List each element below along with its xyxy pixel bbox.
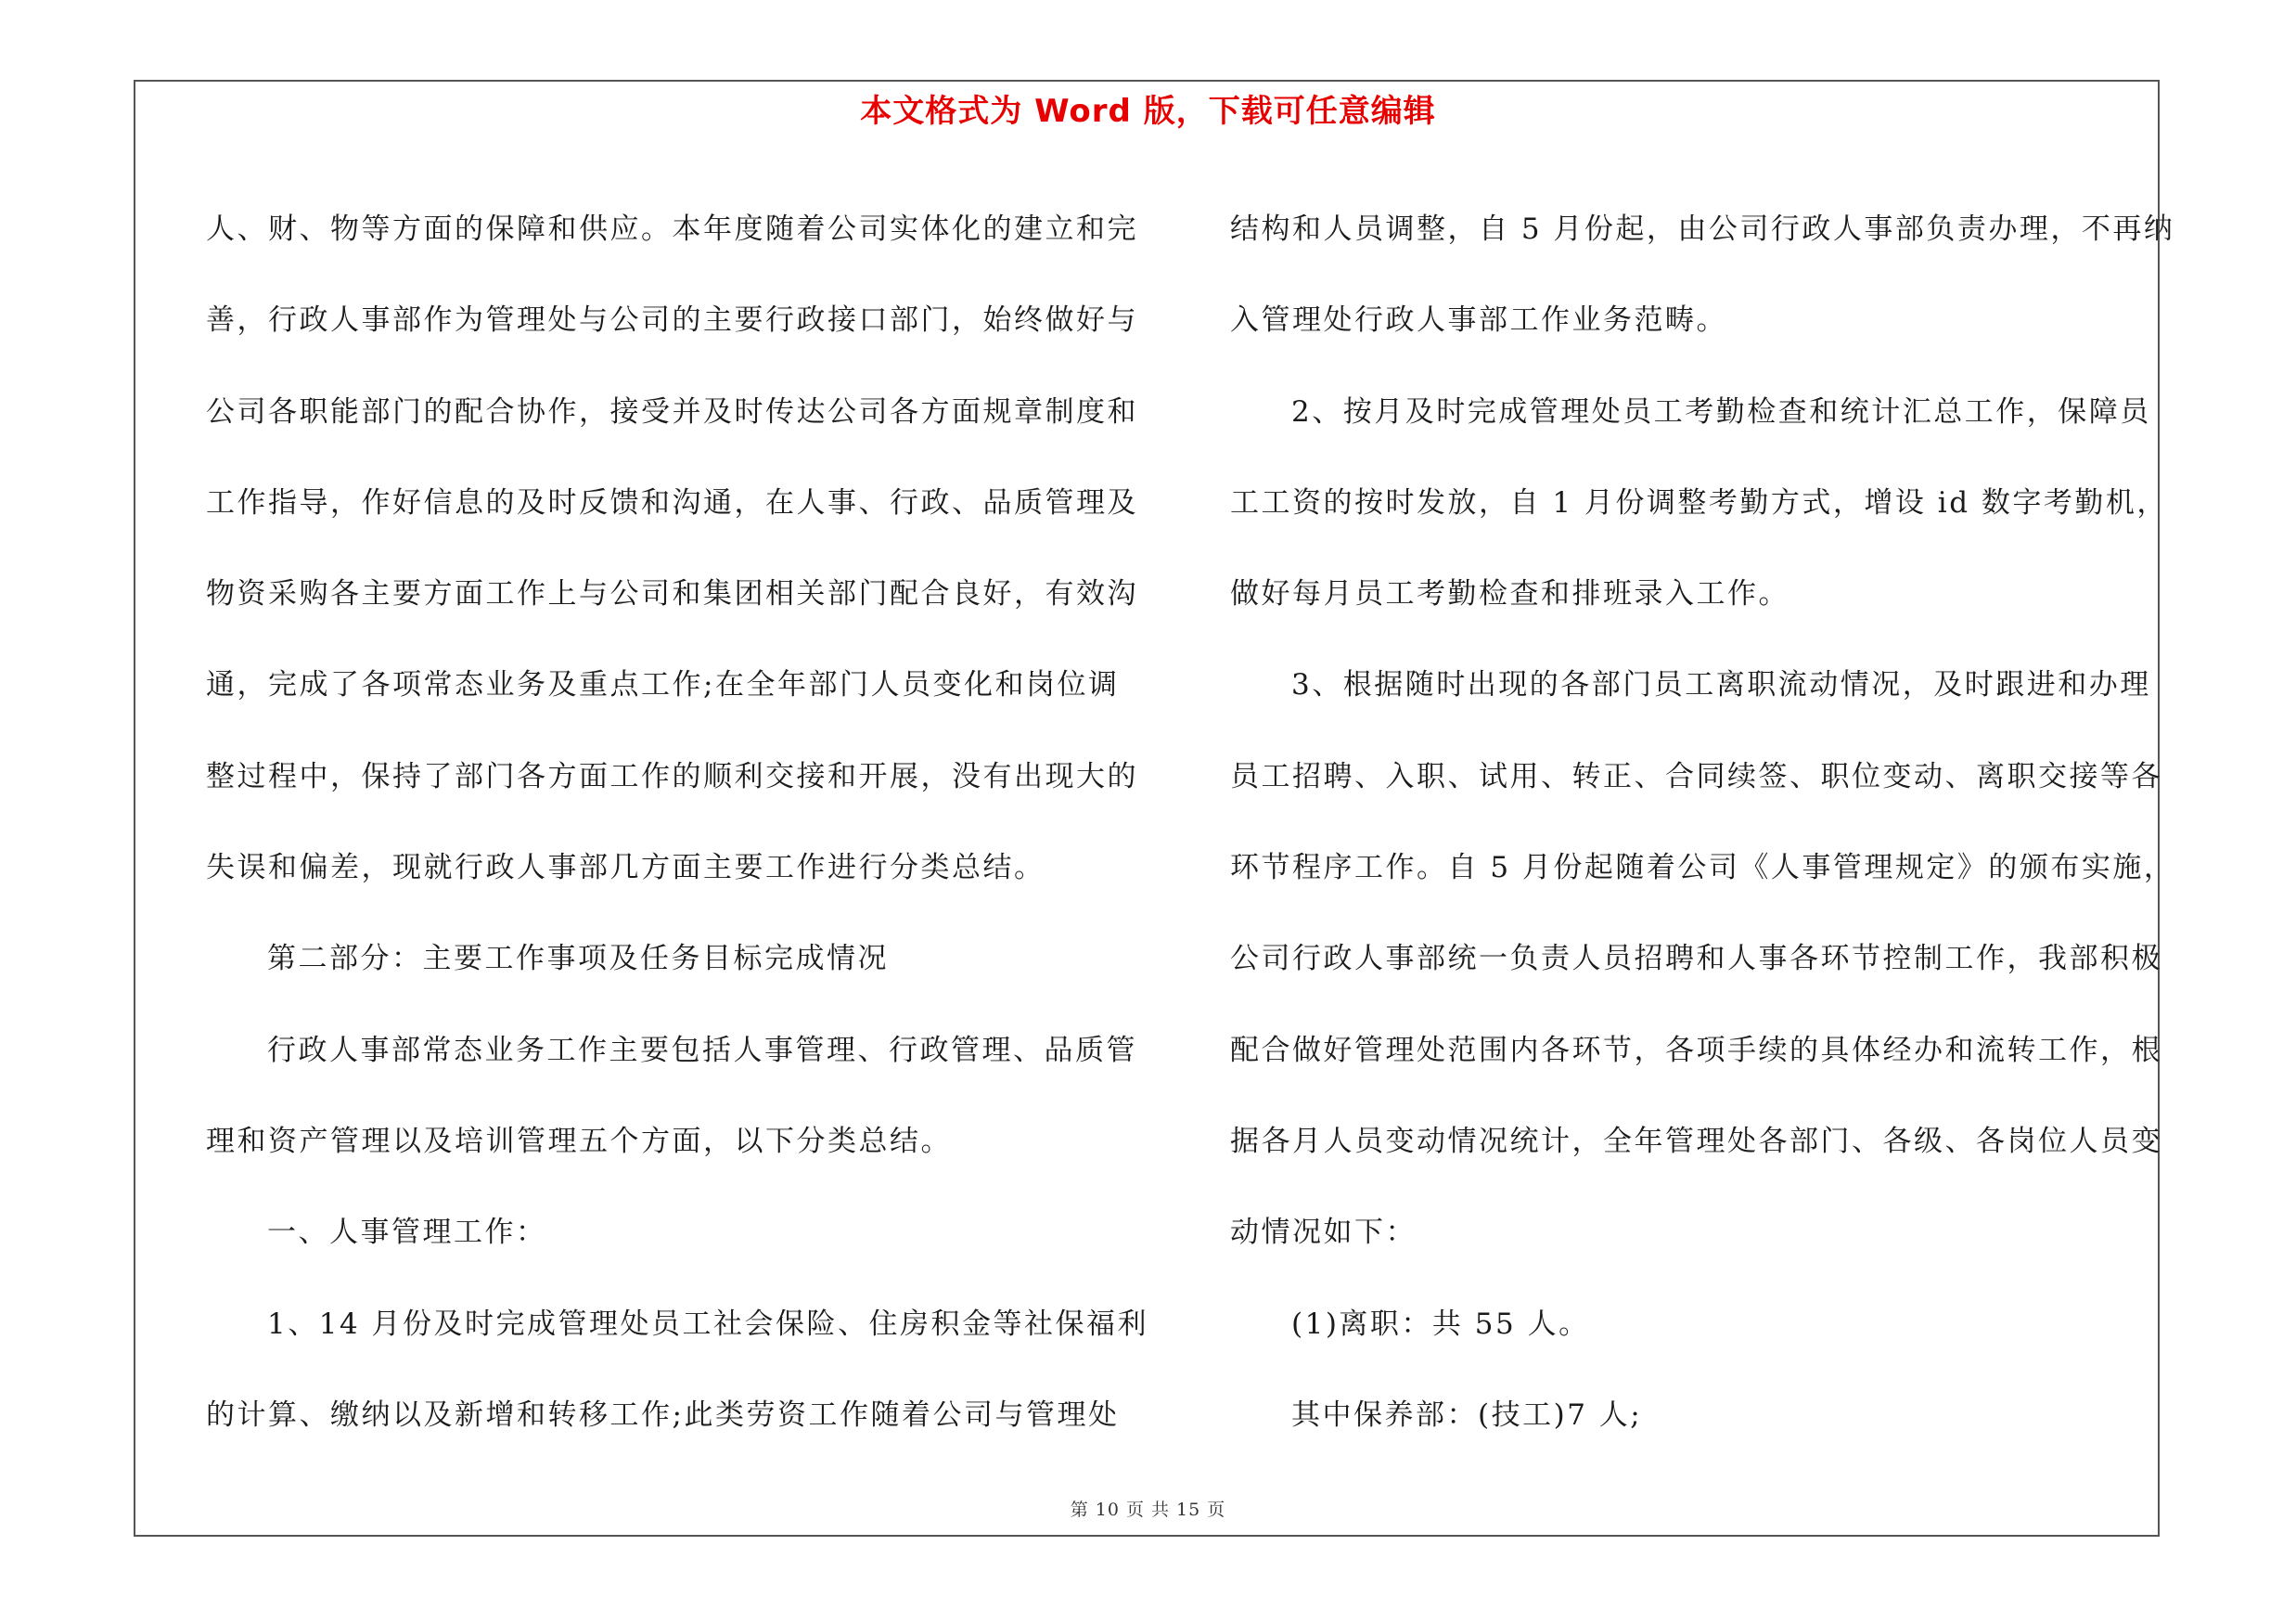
text-line: 其中保养部：(技工)7 人; [1291, 1398, 1643, 1432]
text-line: 行政人事部常态业务工作主要包括人事管理、行政管理、品质管 [267, 1033, 1137, 1067]
page-number: 第 10 页 共 15 页 [1070, 1500, 1226, 1520]
text-line: 3、根据随时出现的各部门员工离职流动情况，及时跟进和办理 [1291, 668, 2151, 702]
text-line: 入管理处行政人事部工作业务范畴。 [1230, 303, 1727, 338]
text-line: 通，完成了各项常态业务及重点工作;在全年部门人员变化和岗位调 [206, 668, 1120, 702]
text-line: 环节程序工作。自 5 月份起随着公司《人事管理规定》的颁布实施， [1230, 851, 2175, 885]
text-line: (1)离职：共 55 人。 [1291, 1307, 1590, 1341]
text-line: 整过程中，保持了部门各方面工作的顺利交接和开展，没有出现大的 [206, 759, 1138, 793]
text-line: 人、财、物等方面的保障和供应。本年度随着公司实体化的建立和完 [206, 213, 1138, 246]
text-line: 1、14 月份及时完成管理处员工社会保险、住房积金等社保福利 [267, 1307, 1149, 1341]
left-column [206, 184, 1149, 1461]
text-line: 工作指导，作好信息的及时反馈和沟通，在人事、行政、品质管理及 [206, 485, 1138, 520]
text-line: 据各月人员变动情况统计，全年管理处各部门、各级、各岗位人员变 [1230, 1124, 2162, 1158]
format-banner: 本文格式为 Word 版，下载可任意编辑 [860, 93, 1436, 130]
text-line: 公司各职能部门的配合协作，接受并及时传达公司各方面规章制度和 [206, 394, 1138, 429]
text-line: 2、按月及时完成管理处员工考勤检查和统计汇总工作，保障员 [1291, 394, 2151, 429]
text-line: 结构和人员调整，自 5 月份起，由公司行政人事部负责办理，不再纳 [1230, 213, 2175, 246]
text-line: 善，行政人事部作为管理处与公司的主要行政接口部门，始终做好与 [206, 303, 1138, 338]
text-line: 动情况如下： [1230, 1216, 1417, 1250]
text-line: 做好每月员工考勤检查和排班录入工作。 [1230, 577, 1789, 612]
text-line: 第二部分：主要工作事项及任务目标完成情况 [267, 942, 889, 976]
text-line: 理和资产管理以及培训管理五个方面，以下分类总结。 [206, 1124, 952, 1158]
text-line: 员工招聘、入职、试用、转正、合同续签、职位变动、离职交接等各 [1230, 759, 2162, 793]
text-line: 配合做好管理处范围内各环节，各项手续的具体经办和流转工作，根 [1230, 1033, 2162, 1067]
text-line: 一、人事管理工作： [267, 1216, 547, 1250]
text-line: 工工资的按时发放，自 1 月份调整考勤方式，增设 id 数字考勤机， [1230, 485, 2168, 520]
text-line: 物资采购各主要方面工作上与公司和集团相关部门配合良好，有效沟 [206, 577, 1138, 612]
right-column [1230, 184, 2175, 1461]
text-line: 的计算、缴纳以及新增和转移工作;此类劳资工作随着公司与管理处 [206, 1398, 1120, 1432]
text-line: 公司行政人事部统一负责人员招聘和人事各环节控制工作，我部积极 [1230, 942, 2162, 976]
text-line: 失误和偏差，现就行政人事部几方面主要工作进行分类总结。 [206, 851, 1045, 885]
